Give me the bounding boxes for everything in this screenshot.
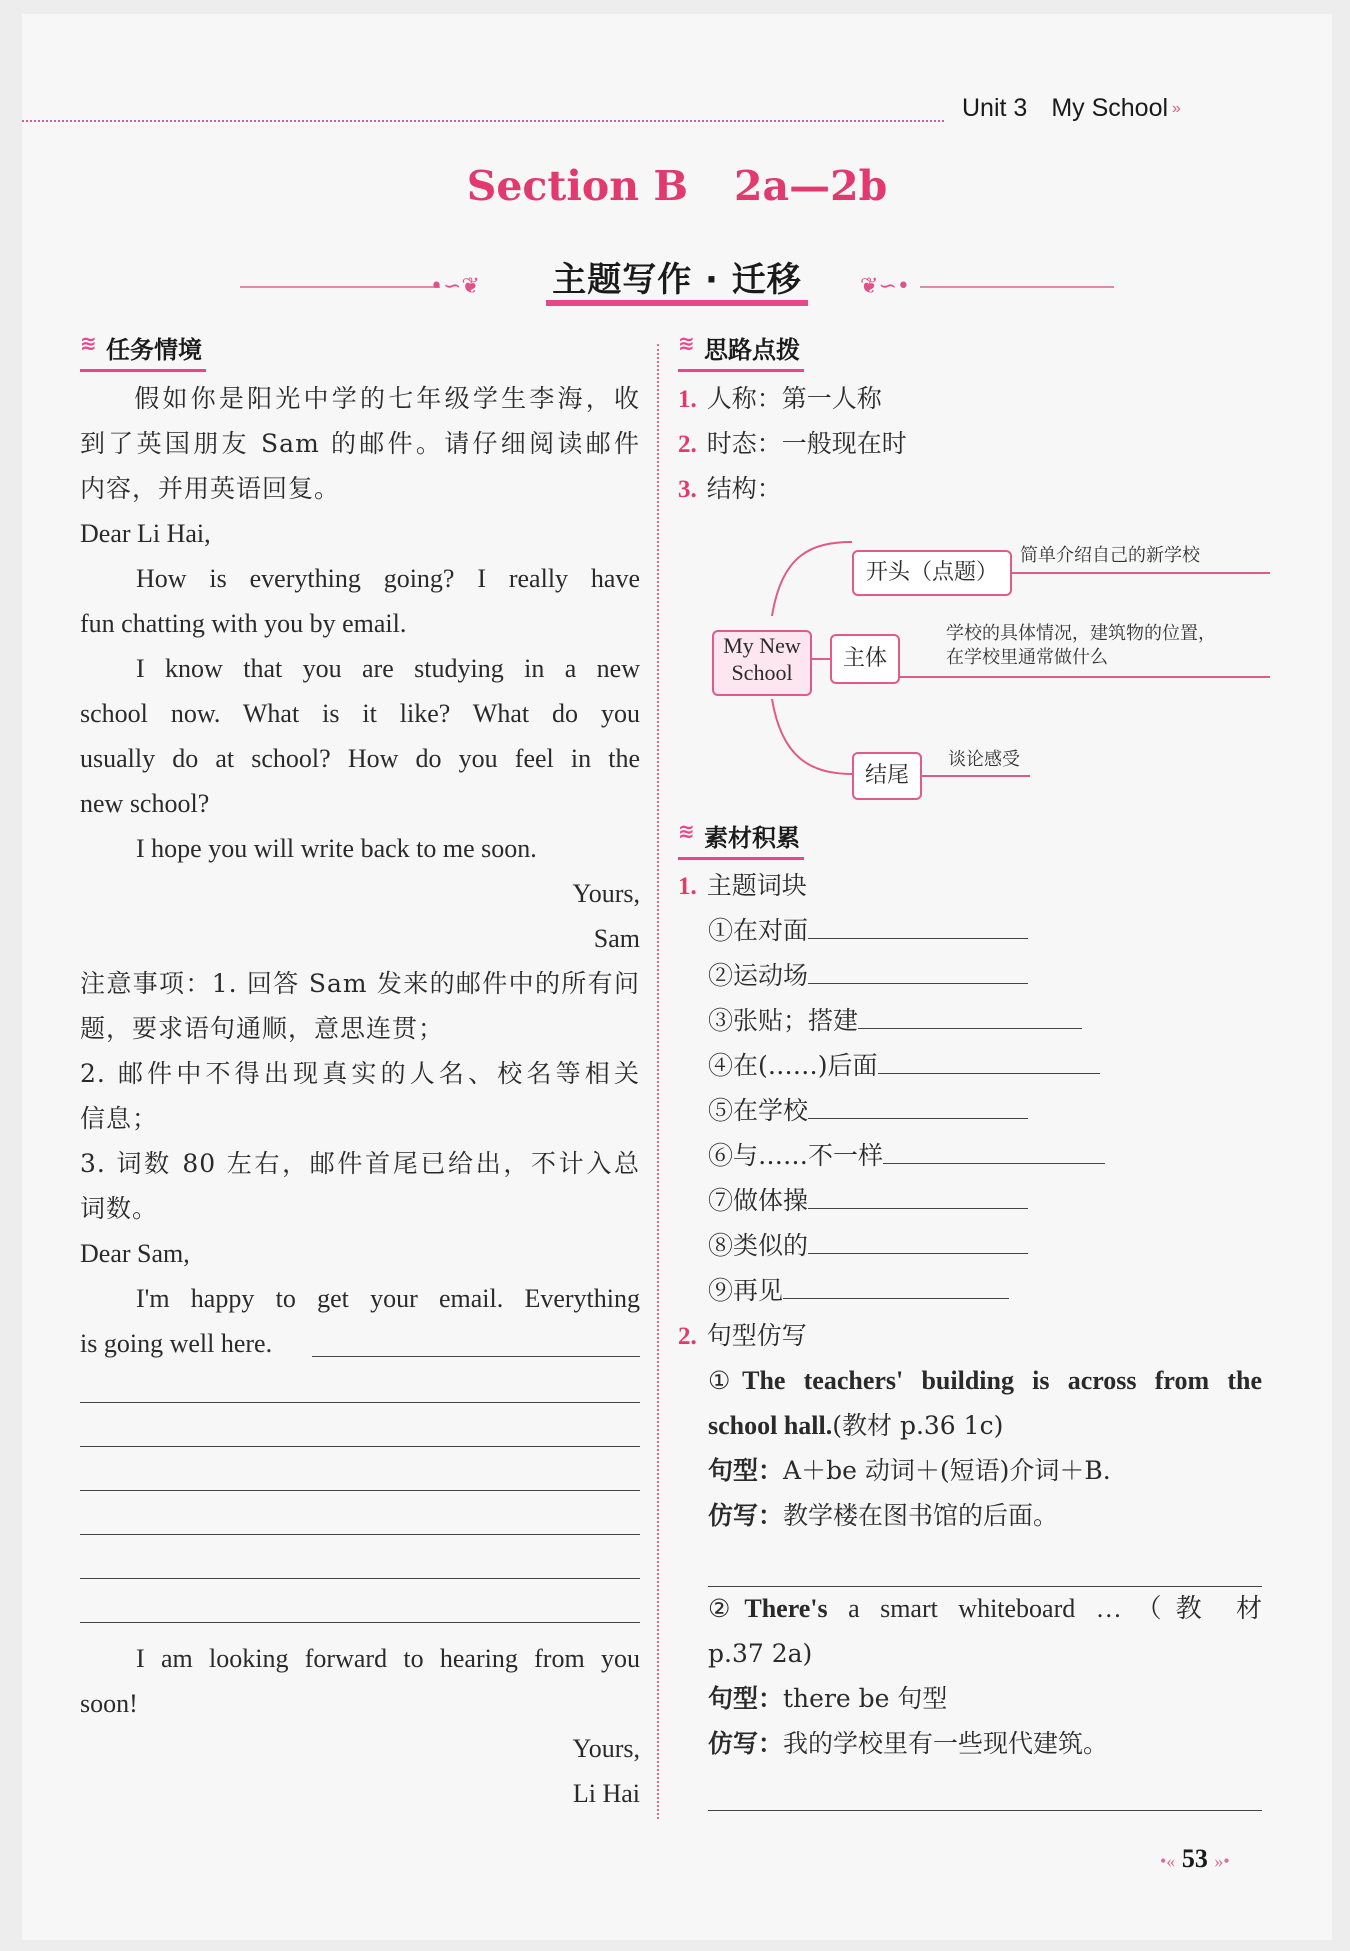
notes-line-1: 注意事项：1. 回答 Sam 发来的邮件中的所有问 xyxy=(80,969,640,998)
reply-end-line-2: soon! xyxy=(80,1689,138,1718)
page-number xyxy=(1160,1844,1230,1874)
intro-text: 假如你是阳光中学的七年级学生李海，收 xyxy=(132,384,640,413)
phrase-item xyxy=(708,908,1028,953)
banner-title: 主题写作 · 迁移 xyxy=(546,260,808,306)
writing-line[interactable] xyxy=(80,1534,640,1535)
writing-line[interactable] xyxy=(312,1356,640,1357)
notes-line-6: 词数。 xyxy=(80,1194,159,1223)
sentence-english: The teachers' building is across from the xyxy=(742,1366,1262,1395)
mindmap-center-node xyxy=(712,630,812,696)
sentence-2-pattern xyxy=(708,1676,947,1721)
reply-greeting: Dear Sam, xyxy=(80,1239,190,1268)
reply-signature: Li Hai xyxy=(572,1779,640,1808)
phrase-item xyxy=(708,1043,1100,1088)
materials-section-heading xyxy=(678,818,804,860)
page-deco-left-icon: •« xyxy=(1160,1851,1176,1871)
branch-underline xyxy=(898,676,1270,678)
letter-body-line: I hope you will write back to me soon. xyxy=(136,834,537,863)
pattern-text: A＋be 动词＋(短语)介词＋B. xyxy=(783,1456,1111,1485)
page-number-text: 53 xyxy=(1181,1844,1208,1873)
letter-body-line: How is everything going? I really have xyxy=(136,564,640,593)
pattern-label: 句型： xyxy=(708,1456,784,1485)
writing-line[interactable] xyxy=(80,1402,640,1403)
phrase-item xyxy=(708,1268,1009,1313)
answer-blank[interactable] xyxy=(808,1088,1028,1119)
ideas-section-heading xyxy=(678,330,804,372)
book-icon: ≋ xyxy=(678,331,695,355)
phrase-text: ⑦做体操 xyxy=(708,1186,809,1215)
letter-body-line: new school? xyxy=(80,789,210,818)
letter-body-line: usually do at school? How do you feel in the xyxy=(80,744,640,773)
phrase-text: ②运动场 xyxy=(708,961,809,990)
intro-text: 到了英国朋友 Sam 的邮件。请仔细阅读邮件 xyxy=(80,429,640,458)
task-section-heading xyxy=(80,330,206,372)
idea-item xyxy=(678,376,882,422)
part-1-title xyxy=(678,863,807,909)
header-rule xyxy=(22,120,944,122)
part-number: 1. xyxy=(678,873,697,900)
notes-line-4: 信息； xyxy=(80,1104,159,1133)
task-heading-text: 任务情境 xyxy=(106,336,202,364)
sentence-1-pattern xyxy=(708,1448,1111,1493)
imitate-label: 仿写： xyxy=(708,1501,784,1530)
phrase-item xyxy=(708,1223,1028,1268)
center-line: My New xyxy=(723,633,801,658)
ornament-left-icon: •∽❦ xyxy=(430,274,480,299)
reply-closing: Yours, xyxy=(572,1734,640,1763)
unit-title: My School xyxy=(1051,94,1169,122)
part-number: 2. xyxy=(678,1323,697,1350)
sentence-english: school hall. xyxy=(708,1411,833,1440)
phrase-item xyxy=(708,998,1082,1043)
column-divider xyxy=(657,344,659,1819)
banner-rule-right xyxy=(920,286,1114,288)
reply-end-line-1: I am looking forward to hearing from you xyxy=(136,1644,640,1673)
branch-ending-node: 结尾 xyxy=(852,752,922,800)
phrase-text: ⑥与……不一样 xyxy=(708,1141,884,1170)
phrase-item xyxy=(708,953,1028,998)
part-title: 主题词块 xyxy=(706,871,807,900)
notes-line-3: 2. 邮件中不得出现真实的人名、校名等相关 xyxy=(80,1059,640,1088)
sentence-1-line-2 xyxy=(708,1403,1003,1448)
phrase-text: ⑨再见 xyxy=(708,1276,784,1305)
imitate-prompt: 教学楼在图书馆的后面。 xyxy=(783,1501,1059,1530)
structure-mindmap xyxy=(712,534,1272,814)
answer-blank[interactable] xyxy=(808,953,1028,984)
phrase-item xyxy=(708,1178,1028,1223)
letter-signature: Sam xyxy=(593,924,640,953)
center-line: School xyxy=(731,660,793,685)
sentence-marker: ① xyxy=(708,1366,743,1395)
book-icon: ≋ xyxy=(678,819,695,843)
answer-blank[interactable] xyxy=(883,1133,1105,1164)
section-label: Section B xyxy=(466,162,688,210)
ornament-right-icon: ❦∽• xyxy=(860,274,910,299)
imitate-label: 仿写： xyxy=(708,1729,784,1758)
idea-item xyxy=(678,466,782,512)
theme-banner xyxy=(240,252,1114,298)
branch-underline xyxy=(920,775,1030,777)
workbook-page xyxy=(22,14,1332,1940)
phrase-text: ④在(……)后面 xyxy=(708,1051,878,1080)
writing-line[interactable] xyxy=(80,1490,640,1491)
writing-line[interactable] xyxy=(80,1446,640,1447)
answer-blank[interactable] xyxy=(858,998,1082,1029)
branch-body-note-1: 学校的具体情况，建筑物的位置， xyxy=(946,623,1216,644)
answer-blank[interactable] xyxy=(808,1223,1028,1254)
idea-text: 结构： xyxy=(706,474,782,503)
phrase-item xyxy=(708,1133,1105,1178)
writing-line[interactable] xyxy=(80,1578,640,1579)
part-title: 句型仿写 xyxy=(706,1321,807,1350)
notes-line-2: 题，要求语句通顺，意思连贯； xyxy=(80,1014,445,1043)
answer-line[interactable] xyxy=(708,1810,1262,1811)
answer-blank[interactable] xyxy=(808,908,1028,939)
branch-body-note-2: 在学校里通常做什么 xyxy=(946,647,1108,668)
idea-number: 1. xyxy=(678,386,697,413)
page-title xyxy=(22,162,1332,210)
idea-item xyxy=(678,421,907,467)
answer-blank[interactable] xyxy=(878,1043,1100,1074)
letter-body-line: school now. What is it like? What do you xyxy=(80,699,640,728)
letter-body-line: fun chatting with you by email. xyxy=(80,609,407,638)
branch-body-node: 主体 xyxy=(830,634,900,684)
chevron-icon: » xyxy=(1172,100,1181,118)
book-icon: ≋ xyxy=(80,331,97,355)
part-2-title xyxy=(678,1313,807,1359)
sentence-english: There's xyxy=(744,1594,828,1623)
sentence-english: a smart whiteboard …（教 材 xyxy=(827,1594,1262,1623)
sentence-marker: ② xyxy=(708,1594,745,1623)
sentence-2-source: p.37 2a) xyxy=(708,1639,813,1668)
sentence-2-line-1 xyxy=(708,1586,1262,1631)
letter-body-line: I know that you are studying in a new xyxy=(136,654,640,683)
pattern-label: 句型： xyxy=(708,1684,784,1713)
intro-line-3 xyxy=(80,466,340,511)
materials-heading-text: 素材积累 xyxy=(704,824,800,852)
sentence-2-imitate xyxy=(708,1721,1108,1766)
sentence-1-imitate xyxy=(708,1493,1058,1538)
phrase-text: ③张贴；搭建 xyxy=(708,1006,859,1035)
letter-closing: Yours, xyxy=(572,879,640,908)
phrase-item xyxy=(708,1088,1028,1133)
phrase-text: ①在对面 xyxy=(708,916,809,945)
phrase-text: ⑤在学校 xyxy=(708,1096,809,1125)
letter-greeting: Dear Li Hai, xyxy=(80,519,211,548)
idea-number: 2. xyxy=(678,431,697,458)
branch-ending-note: 谈论感受 xyxy=(948,749,1020,770)
intro-text: 内容，并用英语回复。 xyxy=(80,474,341,503)
reply-line-2: is going well here. xyxy=(80,1329,273,1358)
answer-blank[interactable] xyxy=(808,1178,1028,1209)
branch-opening-note: 简单介绍自己的新学校 xyxy=(1020,545,1200,566)
idea-text: 时态：一般现在时 xyxy=(706,429,907,458)
answer-blank[interactable] xyxy=(783,1268,1009,1299)
ideas-heading-text: 思路点拨 xyxy=(704,336,800,364)
pattern-text: there be 句型 xyxy=(783,1684,948,1713)
reply-line-1: I'm happy to get your email. Everything xyxy=(136,1284,640,1313)
phrase-text: ⑧类似的 xyxy=(708,1231,809,1260)
branch-opening-node: 开头（点题） xyxy=(852,550,1012,596)
branch-underline xyxy=(1010,572,1270,574)
notes-line-5: 3. 词数 80 左右，邮件首尾已给出，不计入总 xyxy=(80,1149,640,1178)
section-range: 2a—2b xyxy=(733,162,888,210)
intro-line-1 xyxy=(80,376,640,421)
sentence-1-line-1 xyxy=(708,1358,1262,1403)
unit-label: Unit 3 xyxy=(962,94,1028,122)
writing-line[interactable] xyxy=(80,1622,640,1623)
page-deco-right-icon: »• xyxy=(1214,1851,1230,1871)
running-header xyxy=(962,94,1181,123)
idea-text: 人称：第一人称 xyxy=(706,384,882,413)
intro-line-2 xyxy=(80,421,640,466)
idea-number: 3. xyxy=(678,476,697,503)
imitate-prompt: 我的学校里有一些现代建筑。 xyxy=(783,1729,1109,1758)
textbook-source: (教材 p.36 1c) xyxy=(832,1411,1004,1440)
